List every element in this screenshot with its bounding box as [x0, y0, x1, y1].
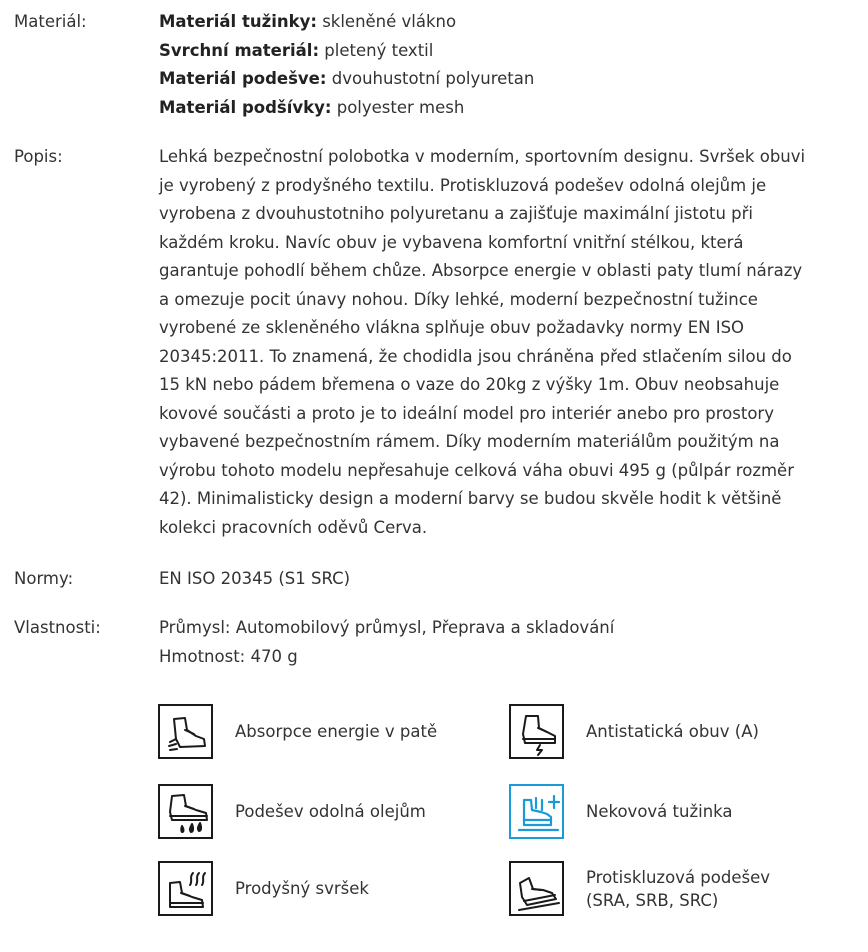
material-line	[159, 37, 839, 66]
material-value: dvouhustotní polyuretan	[331, 69, 535, 88]
description-line: garantuje pohodlí během chůze. Absorpce energie v oblasti paty tlumí nárazy	[159, 261, 803, 280]
feature-label	[586, 861, 770, 916]
description-line: a omezuje pocit únavy nohou. Díky lehké, moderní bezpečnostní tužince	[159, 289, 758, 309]
heel-energy-absorption-icon	[158, 704, 213, 759]
spec-label-properties: Vlastnosti:	[14, 618, 101, 637]
description-line: Lehká bezpečnostní polobotka v moderním, sportovním designu. Svršek obuvi	[159, 147, 806, 166]
non-metal-toecap-icon	[509, 784, 564, 839]
spec-value-properties	[159, 614, 839, 671]
material-line	[159, 65, 839, 94]
material-line	[159, 8, 839, 37]
material-key: Materiál podšívky:	[159, 97, 332, 117]
description-line: 42). Minimalisticky design a moderní barvy se budou skvěle hodit k většině	[159, 489, 782, 508]
spec-label-material: Materiál:	[14, 12, 87, 31]
feature-label: Prodyšný svršek	[235, 879, 369, 898]
anti-slip-sole-icon	[509, 861, 564, 916]
feature-label: Nekovová tužinka	[586, 802, 733, 821]
material-key: Materiál tužinky:	[159, 12, 317, 31]
description-line: výrobu tohoto modelu nepřesahuje celková váha obuvi 495 g (půlpár rozměr	[159, 460, 794, 480]
breathable-upper-icon	[158, 861, 213, 916]
material-key: Materiál podešve:	[159, 69, 327, 88]
material-line	[159, 94, 839, 123]
feature-label: Podešev odolná olejům	[235, 802, 426, 821]
feature-label: Absorpce energie v patě	[235, 722, 438, 741]
spec-value-description	[159, 143, 839, 542]
feature-label-line: (SRA, SRB, SRC)	[586, 890, 719, 910]
spec-label-description: Popis:	[14, 147, 63, 166]
spec-label-norms: Normy:	[14, 569, 74, 588]
properties-line: Hmotnost: 470 g	[159, 646, 298, 666]
description-line: vyrobena z dvouhustotniho polyuretanu a zajišťuje maximální jistotu při	[159, 204, 753, 223]
description-line: 20345:2011. To znamená, že chodidla jsou chráněna před stlačením silou do	[159, 346, 792, 366]
antistatic-boot-icon	[509, 704, 564, 759]
description-line: vyrobené ze skleněného vlákna splňuje obuv požadavky normy EN ISO	[159, 318, 745, 337]
material-value: polyester mesh	[336, 97, 465, 117]
description-line: kolekci pracovních oděvů Cerva.	[159, 517, 428, 537]
feature-label: Antistatická obuv (A)	[586, 722, 759, 741]
properties-line: Průmysl: Automobilový průmysl, Přeprava a skladování	[159, 618, 615, 637]
material-value: skleněné vlákno	[322, 12, 457, 31]
spec-value-norms: EN ISO 20345 (S1 SRC)	[159, 569, 351, 588]
feature-label-line: Protiskluzová podešev	[586, 867, 771, 887]
description-line: kovové součásti a proto je to ideální model pro interiér anebo pro prostory	[159, 403, 774, 423]
spec-value-material	[159, 8, 839, 122]
description-line: vybavené bezpečnostním rámem. Díky moderním materiálům použitým na	[159, 432, 780, 451]
description-line: 15 kN nebo pádem břemena o vaze do 20kg z výšky 1m. Obuv neobsahuje	[159, 375, 780, 394]
material-key: Svrchní materiál:	[159, 40, 320, 60]
oil-resistant-sole-icon	[158, 784, 213, 839]
material-value: pletený textil	[324, 40, 434, 60]
description-line: každém kroku. Navíc obuv je vybavena komfortní vnitřní stélkou, která	[159, 232, 744, 252]
description-line: je vyrobený z prodyšného textilu. Protiskluzová podešev odolná olejům je	[159, 175, 767, 195]
